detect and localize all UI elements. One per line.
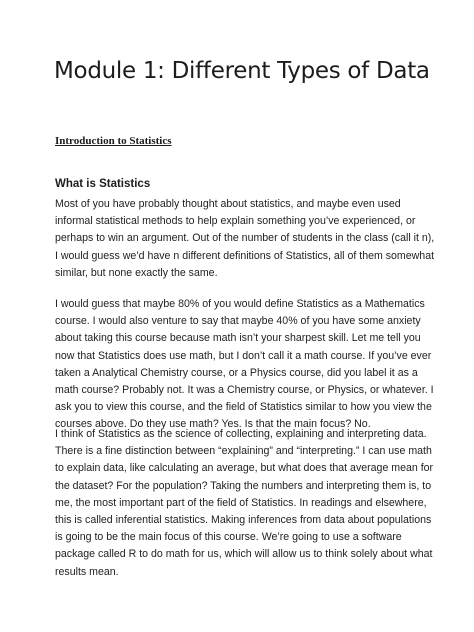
section-heading: Introduction to Statistics [55, 135, 172, 147]
paragraph-3: I think of Statistics as the science of collecting, explaining and interpreting data. There is a fine distinction between “explaining” and “interpreting.” I can use math to explain data, like calculating an average, but what does that average mean for the dataset? For the population? Taking the numbers and interpreting them is, to me, the most important part of the field of Statistics. In readings and elsewhere, this is called inferential statistics. Making inferences from data about populations is going to be the main focus of this course. We’re going to use a software package called R to do math for us, which will allow us to think solely about what results mean. [55, 428, 434, 578]
document-title: Module 1: Different Types of Data [54, 58, 430, 84]
paragraph-1: Most of you have probably thought about statistics, and maybe even used informal statistical methods to help explain something you’ve experienced, or perhaps to win an argument. Out of the number of students in the class (call it n), I would guess we’d have n different definitions of Statistics, all of them somewhat similar, but none exactly the same. [55, 198, 435, 279]
subheading: What is Statistics [55, 178, 151, 190]
paragraph-2: I would guess that maybe 80% of you would define Statistics as a Mathematics course. I would also venture to say that maybe 40% of you have some anxiety about taking this course because math isn’t your sharpest skill. Let me tell you now that Statistics does use math, but I don’t call it a math course. If you’ve ever taken a Analytical Chemistry course, or a Physics course, did you label it as a math course? Probably not. It was a Chemistry course, or Physics, or whatever. I ask you to view this course, and the field of Statistics similar to how you view the courses above. Do they use math? Yes. Is that the main focus? No. [55, 298, 434, 431]
